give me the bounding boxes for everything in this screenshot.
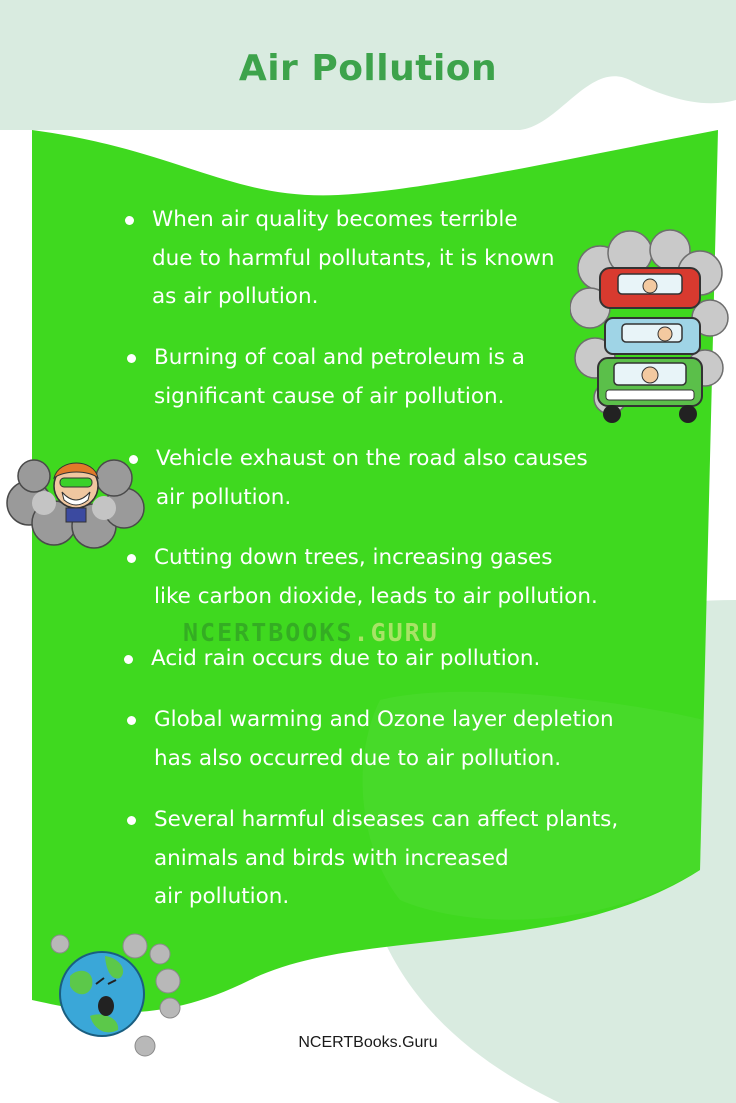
bullet-item (156, 440, 588, 517)
bullet-dot (127, 716, 136, 725)
bullet-item (154, 539, 598, 616)
bullet-item (152, 201, 555, 317)
bullet-line: Cutting down trees, increasing gases (154, 545, 553, 570)
masked-man-smoke-illustration (4, 448, 149, 553)
footer-site-name: NCERTBooks.Guru (298, 1034, 438, 1051)
page-title: Air Pollution (238, 48, 498, 89)
watermark-tld: .GURU (353, 618, 439, 647)
bullet-line: has also occurred due to air pollution. (154, 745, 562, 771)
bullet-line: Several harmful diseases can affect plants, (154, 807, 619, 832)
bullet-line: due to harmful pollutants, it is known (152, 245, 555, 271)
bullet-line: Burning of coal and petroleum is a (154, 345, 525, 370)
bullet-line: air pollution. (156, 484, 292, 510)
bullet-line: Vehicle exhaust on the road also causes (156, 446, 588, 471)
bullet-line: When air quality becomes terrible (152, 207, 518, 232)
bullet-line: Global warming and Ozone layer depletion (154, 707, 614, 732)
bullet-line: Acid rain occurs due to air pollution. (151, 646, 541, 671)
bullet-line: air pollution. (154, 884, 290, 909)
bullet-dot (127, 354, 136, 363)
bullet-item (154, 801, 618, 917)
bullet-line: significant cause of air pollution. (154, 383, 505, 409)
bullet-item (154, 339, 525, 416)
bullet-item (154, 701, 614, 778)
cars-smoke-illustration (570, 228, 730, 433)
bullet-dot (125, 216, 134, 225)
bullet-dot (127, 554, 136, 563)
watermark-main: NCERTBOOKS (183, 618, 354, 647)
bullet-dot (127, 816, 136, 825)
bullet-line: animals and birds with increased (154, 845, 509, 871)
bullet-line: like carbon dioxide, leads to air pollution. (154, 583, 598, 609)
bullet-item (151, 640, 540, 679)
bullet-line: as air pollution. (152, 284, 319, 309)
bullet-dot (124, 655, 133, 664)
